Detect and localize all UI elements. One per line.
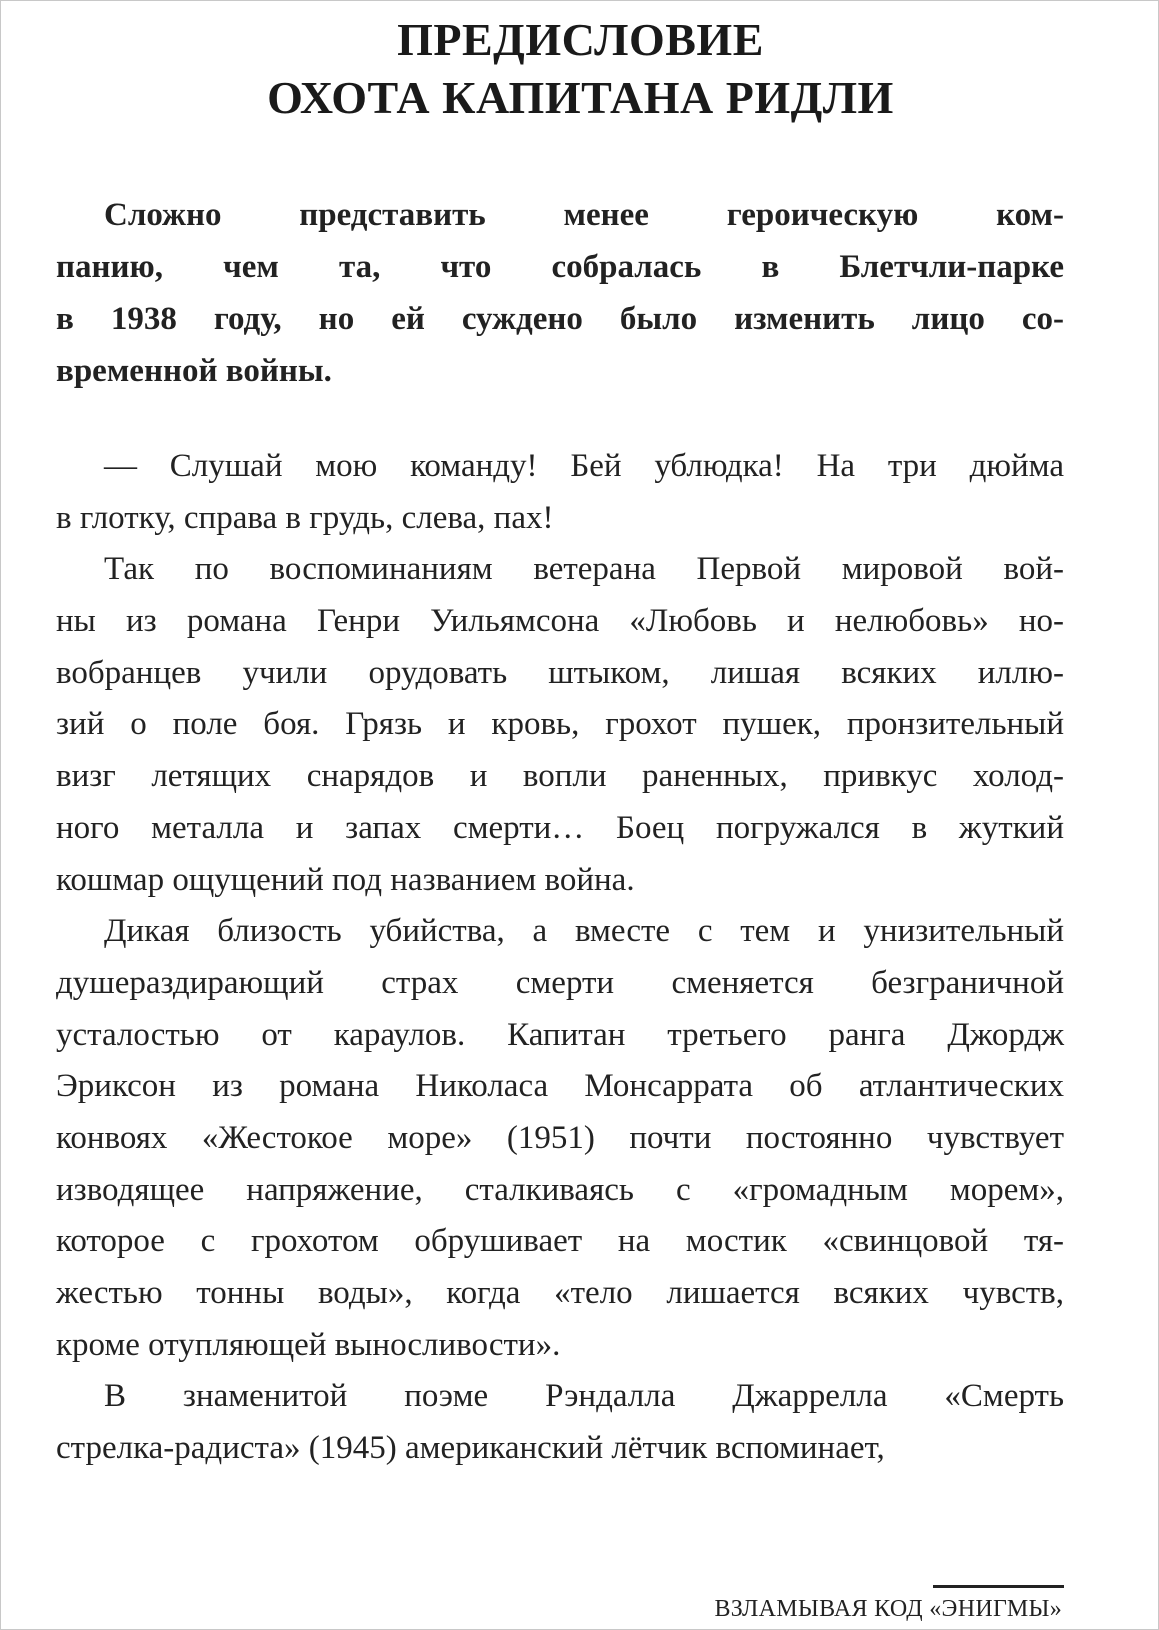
text-line: вобранцев учили орудовать штыком, лишая всяких иллю- — [56, 654, 1064, 691]
text-line: стрелка-радиста» (1945) американский лётчик вспоминает, — [56, 1430, 885, 1467]
text-line: которое с грохотом обрушивает на мостик «свинцовой тя- — [56, 1223, 1064, 1260]
text-line: ны из романа Генри Уильямсона «Любовь и нелюбовь» но- — [56, 603, 1064, 640]
text-line: Так по воспоминаниям ветерана Первой мировой вой- — [104, 551, 1064, 588]
text-line: кроме отупляющей выносливости». — [56, 1326, 561, 1363]
paragraph — [56, 906, 1064, 1371]
text-line: Дикая близость убийства, а вместе с тем и унизительный — [104, 913, 1064, 950]
text-line: Эриксон из романа Николаса Монсаррата об атлантических — [56, 1068, 1064, 1105]
paragraph — [56, 544, 1064, 906]
text-line: в глотку, справа в грудь, слева, пах! — [56, 499, 554, 536]
text-line: Сложно представить менее героическую ком- — [104, 197, 1064, 233]
text-line: в 1938 году, но ей суждено было изменить лицо со- — [56, 301, 1064, 337]
paragraph — [56, 441, 1064, 544]
text-line: жестью тонны воды», когда «тело лишается всяких чувств, — [56, 1275, 1064, 1311]
footer-rule — [933, 1585, 1064, 1588]
paragraph — [56, 1371, 1064, 1474]
text-line: — Слушай мою команду! Бей ублюдка! На три дюйма — [104, 448, 1064, 484]
text-line: изводящее напряжение, сталкиваясь с «громадным морем», — [56, 1171, 1064, 1208]
chapter-title — [1, 11, 1159, 127]
chapter-subtitle-line: ОХОТА КАПИТАНА РИДЛИ — [267, 72, 894, 123]
body-text — [56, 441, 1064, 1475]
text-line: зий о поле боя. Грязь и кровь, грохот пушек, пронзительный — [56, 706, 1064, 743]
text-line: В знаменитой поэме Рэндалла Джаррелла «Смерть — [104, 1378, 1064, 1415]
text-line: временной войны. — [56, 353, 332, 389]
text-line: конвоях «Жестокое море» (1951) почти постоянно чувствует — [56, 1119, 1064, 1156]
text-line: усталостью от караулов. Капитан третьего ранга Джордж — [56, 1016, 1064, 1053]
text-line: ного металла и запах смерти… Боец погружался в жуткий — [56, 809, 1064, 846]
text-line: визг летящих снарядов и вопли раненных, привкус холод- — [56, 758, 1064, 795]
running-footer: ВЗЛАМЫВАЯ КОД «ЭНИГМЫ» — [714, 1596, 1062, 1622]
text-line: душераздирающий страх смерти сменяется безграничной — [56, 964, 1064, 1001]
text-line: панию, чем та, что собралась в Блетчли-парке — [56, 249, 1064, 285]
chapter-title-line: ПРЕДИСЛОВИЕ — [397, 14, 764, 65]
lead-paragraph — [56, 189, 1064, 397]
text-line: кошмар ощущений под названием война. — [56, 861, 635, 898]
